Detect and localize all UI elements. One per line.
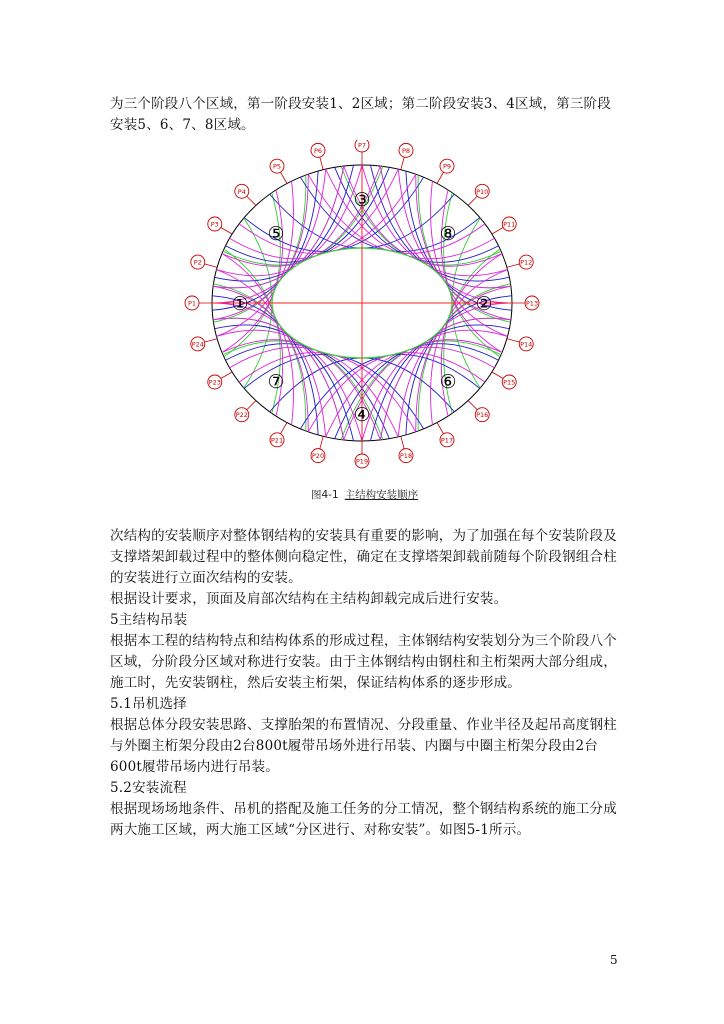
zone-label: ④ [353, 404, 371, 426]
zone-label: ⑦ [267, 371, 285, 393]
column-label: P16 [476, 411, 489, 420]
chord-magenta [441, 187, 502, 352]
paragraph-design-requirement: 根据设计要求，顶面及肩部次结构在主结构卸载完成后进行安装。 [110, 591, 508, 607]
intro-paragraph: 为三个阶段八个区域，第一阶段安装1、2区域；第二阶段安装3、4区域，第三阶段安装5、6、7、8区域。 [110, 96, 611, 133]
zone-label: ⑧ [439, 223, 457, 245]
paragraph-crane-selection: 根据总体分段安装思路、支撑胎架的布置情况、分段重量、作业半径及起吊高度钢柱与外圈主桁架分段由2台800t履带吊场外进行吊装、内圈与中圈主桁架分段由2台600t履带吊场内进行吊装。 [110, 717, 617, 775]
column-label: P10 [476, 187, 489, 196]
column-label: P24 [191, 340, 204, 349]
heading-installation-flow: 5.2安装流程 [110, 780, 187, 796]
column-label: P5 [272, 162, 282, 171]
heading-crane-selection: 5.1吊机选择 [110, 696, 187, 712]
caption-text: 主结构安装顺序 [344, 489, 419, 501]
zone-label: ③ [353, 189, 371, 211]
chord-magenta [222, 187, 283, 352]
column-label: P7 [357, 141, 367, 150]
heading-main-structure-hoisting: 5主结构吊装 [110, 612, 188, 628]
paragraph-secondary-structure: 次结构的安装顺序对整体钢结构的安装具有重要的影响，为了加强在每个安装阶段及支撑塔架卸载过程中的整体侧向稳定性，确定在支撑塔架卸载前随每个阶段钢组合柱的安装进行立面次结构的安装。 [110, 528, 617, 586]
column-label: P20 [311, 452, 325, 461]
zone-label: ① [231, 293, 249, 315]
body-text [110, 526, 620, 841]
column-label: P1 [187, 299, 197, 308]
zone-label: ⑥ [439, 371, 457, 393]
caption-number: 图4-1 [311, 489, 339, 501]
column-label: P13 [525, 299, 539, 308]
column-label: P2 [193, 258, 202, 267]
column-label: P8 [401, 146, 411, 155]
zone-label: ② [475, 293, 493, 315]
page-number: 5 [610, 953, 618, 967]
column-label: P9 [442, 162, 452, 171]
paragraph-installation-flow: 根据现场场地条件、吊机的搭配及施工任务的分工情况，整个钢结构系统的施工分成两大施工区域，两大施工区域“分区进行、对称安装”。如图5-1所示。 [110, 801, 617, 838]
figure-caption [311, 487, 418, 502]
column-label: P18 [399, 452, 413, 461]
column-label: P4 [237, 187, 246, 196]
column-label: P21 [270, 436, 284, 445]
column-label: P12 [520, 258, 533, 267]
column-label: P15 [503, 378, 516, 387]
column-label: P17 [440, 436, 454, 445]
column-label: P11 [503, 220, 516, 229]
column-label: P3 [210, 220, 219, 229]
column-label: P14 [520, 340, 533, 349]
column-label: P22 [235, 411, 248, 420]
zone-label: ⑤ [267, 223, 285, 245]
column-label: P19 [355, 457, 369, 466]
paragraph-installation-division: 根据本工程的结构特点和结构体系的形成过程，主体钢结构安装划分为三个阶段八个区域，分阶段分区域对称进行安装。由于主体钢结构由钢柱和主桁架两大部分组成，施工时，先安装钢柱，然后安装主桁架，保证结构体系的逐步形成。 [110, 633, 617, 691]
column-label: P23 [208, 378, 221, 387]
column-label: P6 [313, 146, 323, 155]
main-structure-diagram [180, 140, 540, 480]
